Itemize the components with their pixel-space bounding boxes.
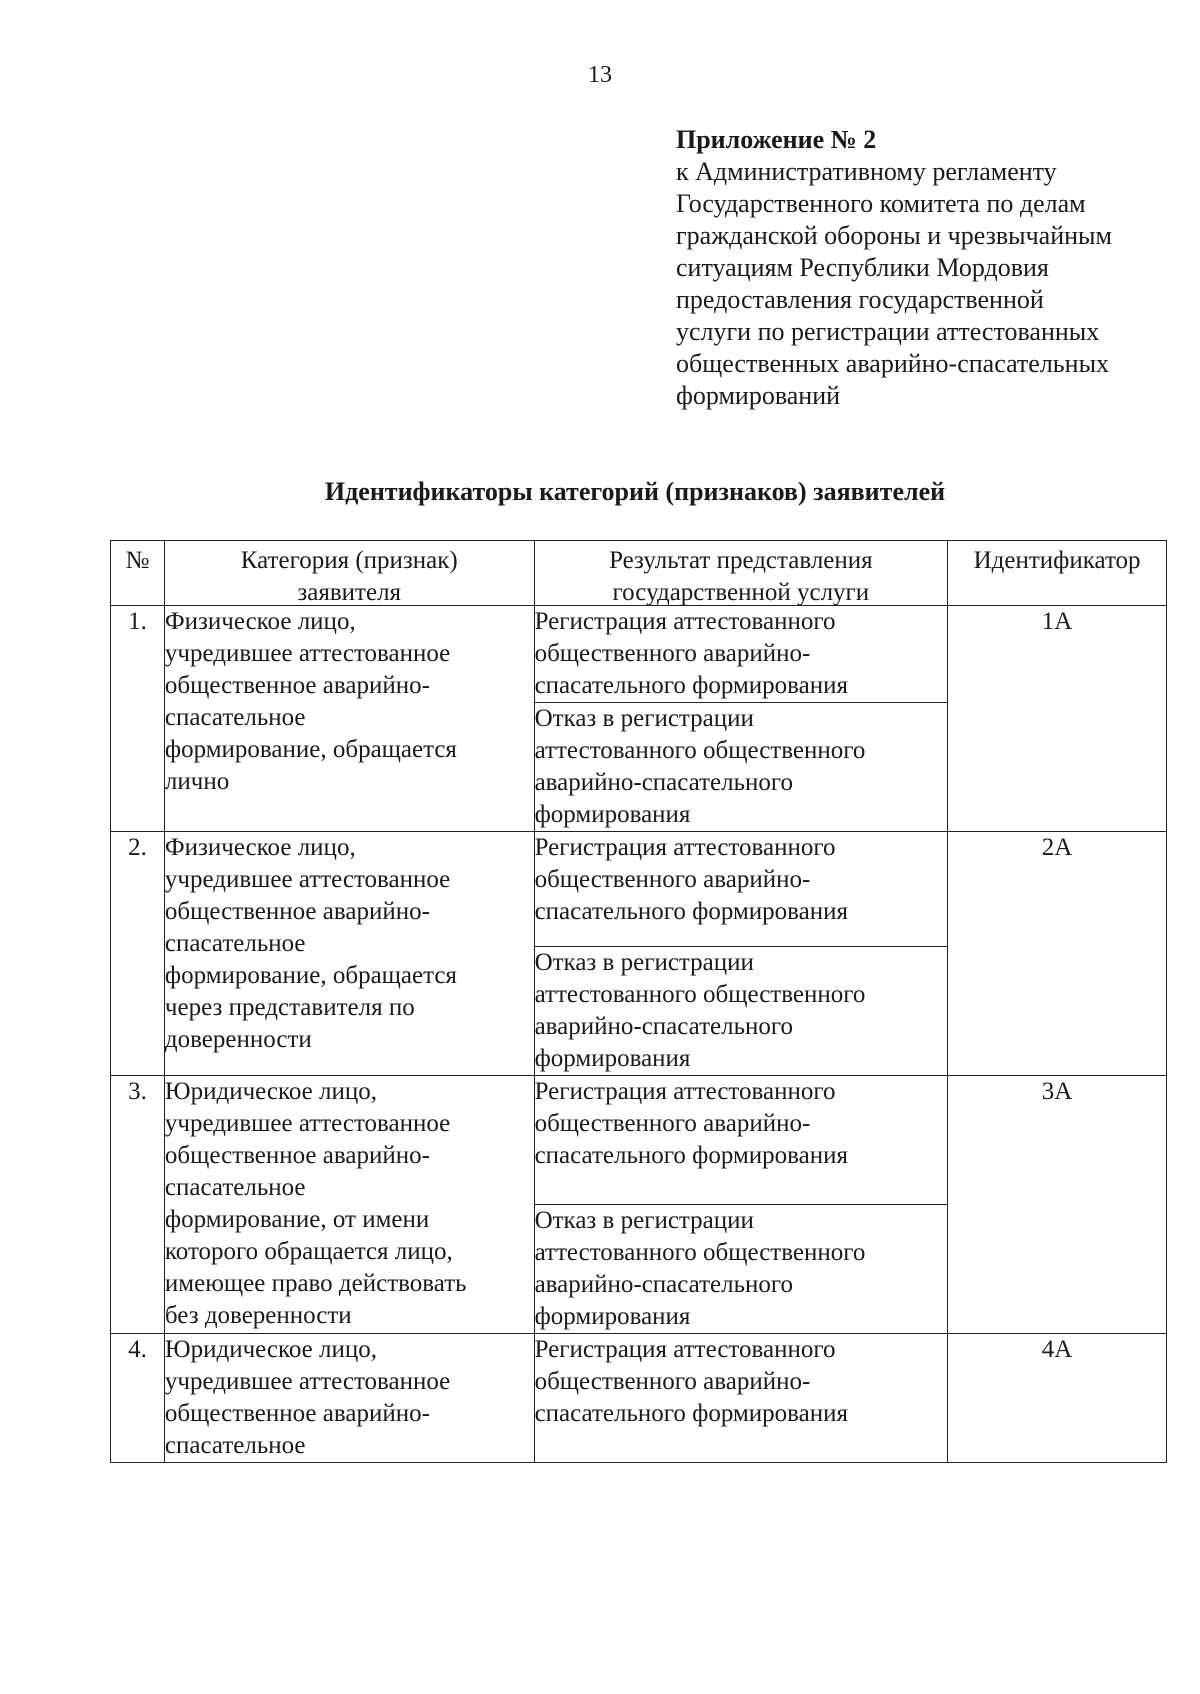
row-result-registration: Регистрация аттестованного общественного аварийно- спасательного формирования (534, 832, 948, 947)
table-row (111, 1076, 1167, 1205)
row-result-registration: Регистрация аттестованного общественного аварийно- спасательного формирования (534, 1076, 948, 1205)
appendix-block (676, 124, 1176, 412)
header-result (534, 541, 948, 606)
table-header-row (111, 541, 1167, 606)
header-category-line: заявителя (297, 579, 402, 605)
row-identifier: 4А (948, 1334, 1167, 1463)
appendix-title: Приложение № 2 (676, 125, 877, 154)
appendix-line: предоставления государственной (676, 285, 1044, 314)
table-row (111, 606, 1167, 703)
row-result-registration: Регистрация аттестованного общественного аварийно- спасательного формирования (534, 1334, 948, 1463)
row-identifier: 3А (948, 1076, 1167, 1334)
appendix-line: гражданской обороны и чрезвычайным (676, 221, 1112, 250)
row-identifier: 2А (948, 832, 1167, 1076)
row-category: Физическое лицо, учредившее аттестованное общественное аварийно- спасательное формирование, обращается через представителя по доверенности (164, 832, 534, 1076)
header-result-line: Результат представления (609, 547, 873, 574)
row-category: Юридическое лицо, учредившее аттестованное общественное аварийно- спасательное формирование, от имени которого обращается лицо, имеющее право действовать без доверенности (164, 1076, 534, 1334)
row-category: Физическое лицо, учредившее аттестованное общественное аварийно- спасательное формирование, обращается лично (164, 606, 534, 832)
document-title: Идентификаторы категорий (признаков) заявителей (324, 477, 946, 506)
row-result-refusal: Отказ в регистрации аттестованного общественного аварийно-спасательного формирования (534, 1205, 948, 1334)
header-category-line: Категория (признак) (240, 547, 458, 574)
row-result-refusal: Отказ в регистрации аттестованного общественного аварийно-спасательного формирования (534, 703, 948, 832)
row-category: Юридическое лицо, учредившее аттестованное общественное аварийно- спасательное (164, 1334, 534, 1463)
row-result-refusal: Отказ в регистрации аттестованного общественного аварийно-спасательного формирования (534, 947, 948, 1076)
header-category (164, 541, 534, 606)
row-number: 2. (111, 832, 165, 1076)
row-number: 1. (111, 606, 165, 832)
table-row (111, 832, 1167, 947)
appendix-line: формирований (676, 381, 841, 410)
header-identifier: Идентификатор (948, 541, 1167, 606)
appendix-line: общественных аварийно-спасательных (676, 349, 1110, 378)
identifiers-table (110, 540, 1167, 1463)
row-number: 4. (111, 1334, 165, 1463)
appendix-line: к Административному регламенту (676, 157, 1057, 186)
appendix-line: ситуациям Республики Мордовия (676, 253, 1049, 282)
appendix-line: услуги по регистрации аттестованных (676, 317, 1100, 346)
row-identifier: 1А (948, 606, 1167, 832)
page-number: 13 (588, 62, 612, 88)
table-row (111, 1334, 1167, 1463)
header-result-line: государственной услуги (612, 579, 870, 605)
appendix-line: Государственного комитета по делам (676, 189, 1086, 218)
row-number: 3. (111, 1076, 165, 1334)
row-result-registration: Регистрация аттестованного общественного аварийно- спасательного формирования (534, 606, 948, 703)
header-num: № (111, 541, 165, 606)
